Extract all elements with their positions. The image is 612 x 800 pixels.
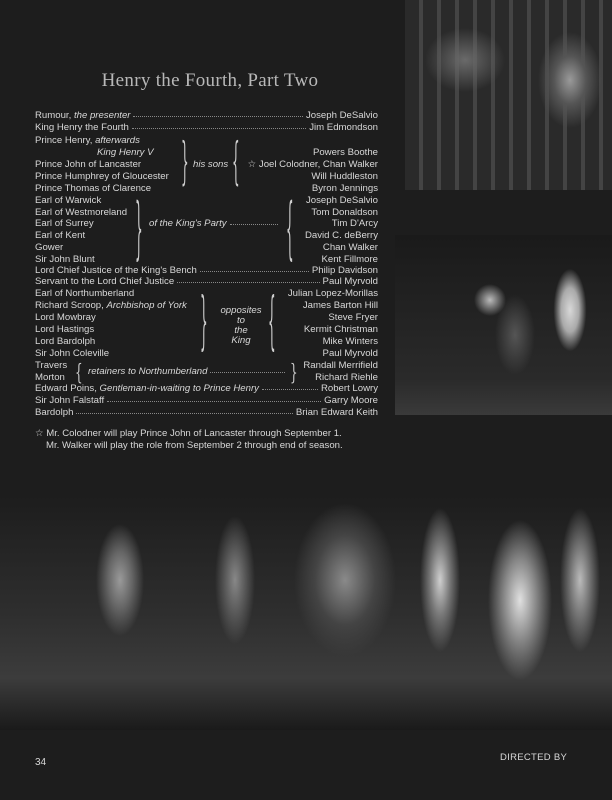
role: Lord Bardolph bbox=[35, 336, 96, 347]
cast-row bbox=[35, 183, 378, 195]
brace-left: } bbox=[181, 131, 189, 191]
cast-row bbox=[35, 242, 378, 254]
role-note: King Henry V bbox=[97, 147, 154, 158]
actor: David C. deBerry bbox=[304, 230, 378, 241]
role: Earl of Northumberland bbox=[35, 288, 135, 299]
role-note: the presenter bbox=[73, 110, 131, 121]
actor: Brian Edward Keith bbox=[295, 407, 378, 418]
role: Rumour, bbox=[35, 110, 74, 121]
cast-row bbox=[35, 122, 378, 134]
brace-left: } bbox=[200, 284, 208, 358]
actor: Joseph DeSalvio bbox=[306, 195, 378, 206]
role: Travers bbox=[35, 360, 68, 371]
role: Gower bbox=[35, 242, 64, 253]
role: King Henry the Fourth bbox=[35, 122, 129, 133]
actor: Kent Fillmore bbox=[321, 254, 378, 265]
role: Lord Hastings bbox=[35, 324, 95, 335]
actor: Chan Walker bbox=[322, 242, 378, 253]
actor: Tim D'Arcy bbox=[331, 218, 378, 229]
cast-row bbox=[35, 110, 378, 122]
role: Prince Humphrey of Gloucester bbox=[35, 171, 169, 182]
cast-row bbox=[35, 230, 378, 242]
continuation-heading: DIRECTED BY bbox=[500, 752, 568, 763]
role: Sir John Coleville bbox=[35, 348, 110, 359]
actor: Randall Merrifield bbox=[303, 360, 378, 371]
cast-row bbox=[35, 171, 378, 183]
brace-left: } bbox=[135, 189, 143, 268]
role: Bardolph bbox=[35, 407, 74, 418]
role: Sir John Blunt bbox=[35, 254, 95, 265]
actor: Paul Myrvold bbox=[322, 276, 378, 287]
stage-photo-bottom bbox=[0, 470, 612, 730]
leader bbox=[210, 366, 285, 373]
group-label-sons: his sons bbox=[193, 159, 229, 170]
page-number: 34 bbox=[35, 757, 47, 768]
actor: Richard Riehle bbox=[315, 372, 378, 383]
brace-right: { bbox=[286, 189, 294, 268]
group-label-kings-party bbox=[149, 218, 281, 230]
group-label-retainers bbox=[88, 366, 288, 378]
cast-row bbox=[35, 147, 378, 159]
role-note: Gentleman-in-waiting to Prince Henry bbox=[99, 383, 259, 394]
leader bbox=[132, 122, 306, 129]
group-label-line: opposites bbox=[220, 305, 262, 316]
role: Earl of Kent bbox=[35, 230, 86, 241]
role: Sir John Falstaff bbox=[35, 395, 105, 406]
role: Prince Henry, bbox=[35, 135, 96, 146]
group-label-text: of the King's Party bbox=[149, 218, 227, 229]
group-label-line: to bbox=[236, 315, 245, 326]
footnote-line: ☆ Mr. Colodner will play Prince John of Lancaster through September 1. bbox=[35, 428, 342, 439]
actor: Garry Moore bbox=[324, 395, 378, 406]
role: Servant to the Lord Chief Justice bbox=[35, 276, 175, 287]
leader bbox=[230, 218, 278, 225]
brace-right: { bbox=[232, 131, 240, 191]
cast-row bbox=[35, 407, 378, 419]
actor: Jim Edmondson bbox=[309, 122, 378, 133]
role-note: Archbishop of York bbox=[106, 300, 187, 311]
actor: Mike Winters bbox=[322, 336, 378, 347]
actor: Will Huddleston bbox=[311, 171, 378, 182]
actor: Joseph DeSalvio bbox=[306, 110, 378, 121]
page-title: Henry the Fourth, Part Two bbox=[101, 70, 319, 91]
cast-row bbox=[35, 383, 378, 395]
leader bbox=[107, 395, 321, 402]
role: Earl of Surrey bbox=[35, 218, 94, 229]
brace-right: } bbox=[290, 359, 298, 386]
role: Earl of Westmoreland bbox=[35, 207, 128, 218]
footnote-line: Mr. Walker will play the role from September 2 through end of season. bbox=[46, 440, 343, 451]
role: Edward Poins, bbox=[35, 383, 100, 394]
brace-right: { bbox=[268, 284, 276, 358]
group-label-line: King bbox=[231, 335, 251, 346]
group-label-opposites bbox=[216, 306, 266, 346]
cast-row bbox=[35, 395, 378, 407]
actor: Steve Fryer bbox=[328, 312, 378, 323]
role: Morton bbox=[35, 372, 65, 383]
role: Prince John of Lancaster bbox=[35, 159, 142, 170]
role: Earl of Warwick bbox=[35, 195, 102, 206]
stage-photo-middle bbox=[395, 235, 612, 415]
leader bbox=[76, 407, 292, 414]
role: Richard Scroop, bbox=[35, 300, 107, 311]
actor: Paul Myrvold bbox=[322, 348, 378, 359]
actor: Powers Boothe bbox=[312, 147, 378, 158]
actor: James Barton Hill bbox=[302, 300, 378, 311]
group-label-text: retainers to Northumberland bbox=[88, 366, 208, 377]
cast-row bbox=[35, 195, 378, 207]
cast-row bbox=[35, 135, 378, 147]
actor: Byron Jennings bbox=[311, 183, 378, 194]
role: Lord Mowbray bbox=[35, 312, 96, 323]
role-note: afterwards bbox=[95, 135, 140, 146]
role: Lord Chief Justice of the King's Bench bbox=[35, 265, 197, 276]
leader bbox=[177, 276, 319, 283]
actor: Tom Donaldson bbox=[311, 207, 378, 218]
brace-left: { bbox=[75, 359, 83, 386]
role: Prince Thomas of Clarence bbox=[35, 183, 152, 194]
stage-photo-top bbox=[405, 0, 612, 190]
actor: Philip Davidson bbox=[311, 265, 378, 276]
actor: Julian Lopez-Morillas bbox=[287, 288, 378, 299]
actor: Kermit Christman bbox=[303, 324, 378, 335]
group-label-line: the bbox=[234, 325, 248, 336]
leader bbox=[133, 110, 303, 117]
actor: Robert Lowry bbox=[320, 383, 378, 394]
actor: ☆ Joel Colodner, Chan Walker bbox=[247, 159, 378, 170]
